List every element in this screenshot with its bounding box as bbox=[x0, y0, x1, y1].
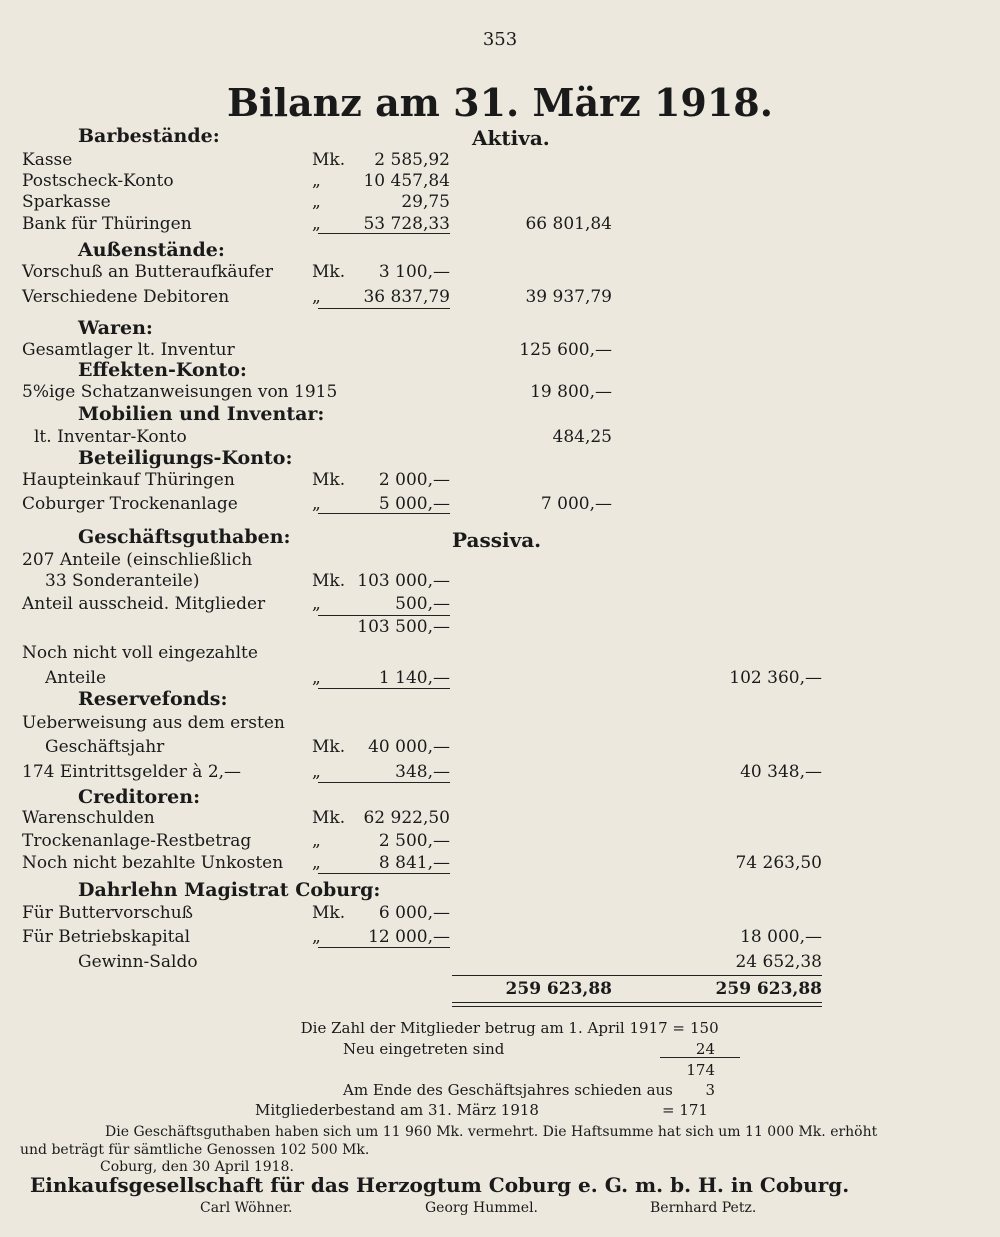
passiva-heading: Reservefonds: bbox=[78, 688, 228, 710]
passiva-row-label: Gewinn-Saldo bbox=[78, 952, 198, 972]
page-number: 353 bbox=[482, 29, 518, 50]
aktiva-row-unit: Mk. bbox=[312, 470, 346, 490]
passiva-row-unit: Mk. bbox=[312, 903, 346, 923]
passiva-row-amount: 6 000,— bbox=[378, 903, 450, 923]
aktiva-row-label: Kasse bbox=[22, 150, 73, 170]
passiva-label: Passiva. bbox=[452, 528, 542, 552]
aktiva-row-label: lt. Inventar-Konto bbox=[34, 427, 187, 447]
aktiva-row-total: 66 801,84 bbox=[525, 214, 612, 234]
subtotal-rule bbox=[318, 688, 450, 689]
passiva-row-label: 174 Eintrittsgelder à 2,— bbox=[22, 762, 242, 782]
aktiva-row-unit: „ bbox=[312, 287, 321, 307]
aktiva-heading: Waren: bbox=[78, 317, 153, 339]
members-line1-value: 150 bbox=[690, 1019, 719, 1037]
members-line1-label: Die Zahl der Mitglieder betrug am 1. April 1917 = bbox=[300, 1019, 685, 1037]
passiva-heading: Geschäftsguthaben: bbox=[78, 526, 291, 548]
aktiva-heading: Außenstände: bbox=[78, 239, 225, 261]
passiva-row-total: 40 348,— bbox=[740, 762, 822, 782]
members-line4-label: Am Ende des Geschäftsjahres schieden aus bbox=[343, 1081, 673, 1099]
subtotal-rule bbox=[318, 782, 450, 783]
passiva-row-unit: Mk. bbox=[312, 737, 346, 757]
aktiva-row-unit: Mk. bbox=[312, 150, 346, 170]
passiva-row-amount: 40 000,— bbox=[368, 737, 450, 757]
aktiva-row-total: 484,25 bbox=[552, 427, 612, 447]
subtotal-rule bbox=[318, 308, 450, 309]
passiva-row-unit: Mk. bbox=[312, 808, 346, 828]
passiva-row-amount: 103 000,— bbox=[357, 571, 450, 591]
subtotal-rule bbox=[318, 615, 450, 616]
members-line2-label: Neu eingetreten sind bbox=[343, 1040, 505, 1058]
aktiva-row-label: Sparkasse bbox=[22, 192, 111, 212]
aktiva-row-label: 5%ige Schatzanweisungen von 1915 bbox=[22, 382, 338, 402]
passiva-row-label: 33 Sonderanteile) bbox=[45, 571, 200, 591]
aktiva-row-label: Postscheck-Konto bbox=[22, 171, 174, 191]
aktiva-heading: Beteiligungs-Konto: bbox=[78, 447, 293, 469]
passiva-row-amount: 62 922,50 bbox=[363, 808, 450, 828]
members-line3-value: 174 bbox=[686, 1061, 715, 1079]
passiva-row-unit: Mk. bbox=[312, 571, 346, 591]
passiva-row-label: 207 Anteile (einschließlich bbox=[22, 550, 253, 570]
aktiva-row-amount: 53 728,33 bbox=[363, 214, 450, 234]
passiva-row-amount: 103 500,— bbox=[357, 617, 450, 637]
passiva-row-amount: 2 500,— bbox=[378, 831, 450, 851]
passiva-row-total: 74 263,50 bbox=[735, 853, 822, 873]
passiva-row-label: Ueberweisung aus dem ersten bbox=[22, 713, 285, 733]
passiva-row-label: Für Betriebskapital bbox=[22, 927, 191, 947]
aktiva-heading: Effekten-Konto: bbox=[78, 359, 247, 381]
passiva-row-label: Anteile bbox=[45, 668, 107, 688]
aktiva-heading: Mobilien und Inventar: bbox=[78, 403, 325, 425]
passiva-row-total: 24 652,38 bbox=[735, 952, 822, 972]
passiva-row-label: Warenschulden bbox=[22, 808, 155, 828]
passiva-row-unit: „ bbox=[312, 831, 321, 851]
aktiva-row-amount: 10 457,84 bbox=[363, 171, 450, 191]
members-line5-value: = 171 bbox=[662, 1101, 708, 1119]
aktiva-row-amount: 5 000,— bbox=[378, 494, 450, 514]
passiva-row-unit: „ bbox=[312, 853, 321, 873]
passiva-row-unit: „ bbox=[312, 762, 321, 782]
aktiva-row-amount: 3 100,— bbox=[378, 262, 450, 282]
passiva-row-label: Anteil ausscheid. Mitglieder bbox=[22, 594, 266, 614]
members-line5-label: Mitgliederbestand am 31. März 1918 bbox=[255, 1101, 539, 1119]
subtotal-rule bbox=[318, 873, 450, 874]
subtotal-rule bbox=[318, 947, 450, 948]
page-title: Bilanz am 31. März 1918. bbox=[227, 80, 773, 125]
passiva-heading: Creditoren: bbox=[78, 786, 201, 808]
passiva-row-amount: 8 841,— bbox=[378, 853, 450, 873]
passiva-row-unit: „ bbox=[312, 927, 321, 947]
passiva-row-label: Geschäftsjahr bbox=[45, 737, 165, 757]
place-date: Coburg, den 30 April 1918. bbox=[100, 1159, 294, 1175]
grand-total-rule-bottom-2 bbox=[452, 1006, 822, 1007]
aktiva-row-total: 7 000,— bbox=[540, 494, 612, 514]
aktiva-row-amount: 36 837,79 bbox=[363, 287, 450, 307]
note-line1: Die Geschäftsguthaben haben sich um 11 960 Mk. vermehrt. Die Haftsumme hat sich um 11 000 Mk. erhöht bbox=[105, 1124, 878, 1140]
passiva-row-amount: 1 140,— bbox=[378, 668, 450, 688]
aktiva-row-label: Haupteinkauf Thüringen bbox=[22, 470, 235, 490]
passiva-row-amount: 12 000,— bbox=[368, 927, 450, 947]
aktiva-row-total: 19 800,— bbox=[530, 382, 612, 402]
aktiva-row-label: Gesamtlager lt. Inventur bbox=[22, 340, 235, 360]
aktiva-row-total: 39 937,79 bbox=[525, 287, 612, 307]
aktiva-row-unit: „ bbox=[312, 171, 321, 191]
passiva-row-total: 18 000,— bbox=[740, 927, 822, 947]
signatory-2: Georg Hummel. bbox=[425, 1200, 538, 1216]
passiva-row-amount: 348,— bbox=[395, 762, 450, 782]
passiva-row-amount: 500,— bbox=[395, 594, 450, 614]
aktiva-row-unit: „ bbox=[312, 494, 321, 514]
aktiva-row-amount: 2 000,— bbox=[378, 470, 450, 490]
grand-total-aktiva: 259 623,88 bbox=[505, 979, 612, 999]
passiva-heading: Dahrlehn Magistrat Coburg: bbox=[78, 879, 381, 901]
aktiva-row-label: Coburger Trockenanlage bbox=[22, 494, 238, 514]
passiva-row-unit: „ bbox=[312, 668, 321, 688]
aktiva-label: Aktiva. bbox=[472, 126, 550, 150]
members-line2-value: 24 bbox=[695, 1040, 715, 1058]
subtotal-rule bbox=[318, 233, 450, 234]
aktiva-row-amount: 2 585,92 bbox=[374, 150, 450, 170]
aktiva-row-label: Verschiedene Debitoren bbox=[22, 287, 230, 307]
aktiva-row-amount: 29,75 bbox=[401, 192, 450, 212]
passiva-row-total: 102 360,— bbox=[729, 668, 822, 688]
grand-total-rule-top bbox=[452, 975, 822, 976]
signatory-1: Carl Wöhner. bbox=[200, 1200, 293, 1216]
company-name: Einkaufsgesellschaft für das Herzogtum Coburg e. G. m. b. H. in Coburg. bbox=[30, 1173, 850, 1197]
aktiva-row-unit: Mk. bbox=[312, 262, 346, 282]
passiva-row-label: Noch nicht bezahlte Unkosten bbox=[22, 853, 284, 873]
passiva-row-label: Trockenanlage-Restbetrag bbox=[22, 831, 252, 851]
grand-total-rule-bottom-1 bbox=[452, 1002, 822, 1003]
passiva-row-label: Noch nicht voll eingezahlte bbox=[22, 643, 258, 663]
passiva-row-unit: „ bbox=[312, 594, 321, 614]
aktiva-row-unit: „ bbox=[312, 214, 321, 234]
aktiva-row-label: Bank für Thüringen bbox=[22, 214, 192, 234]
passiva-row-label: Für Buttervorschuß bbox=[22, 903, 194, 923]
aktiva-row-label: Vorschuß an Butteraufkäufer bbox=[22, 262, 273, 282]
aktiva-heading: Barbestände: bbox=[78, 125, 220, 147]
note-line2: und beträgt für sämtliche Genossen 102 500 Mk. bbox=[20, 1142, 370, 1158]
aktiva-row-unit: „ bbox=[312, 192, 321, 212]
members-rule-1 bbox=[660, 1057, 740, 1058]
grand-total-passiva: 259 623,88 bbox=[715, 979, 822, 999]
aktiva-row-total: 125 600,— bbox=[519, 340, 612, 360]
members-line4-value: 3 bbox=[705, 1081, 715, 1099]
subtotal-rule bbox=[318, 513, 450, 514]
signatory-3: Bernhard Petz. bbox=[650, 1200, 757, 1216]
